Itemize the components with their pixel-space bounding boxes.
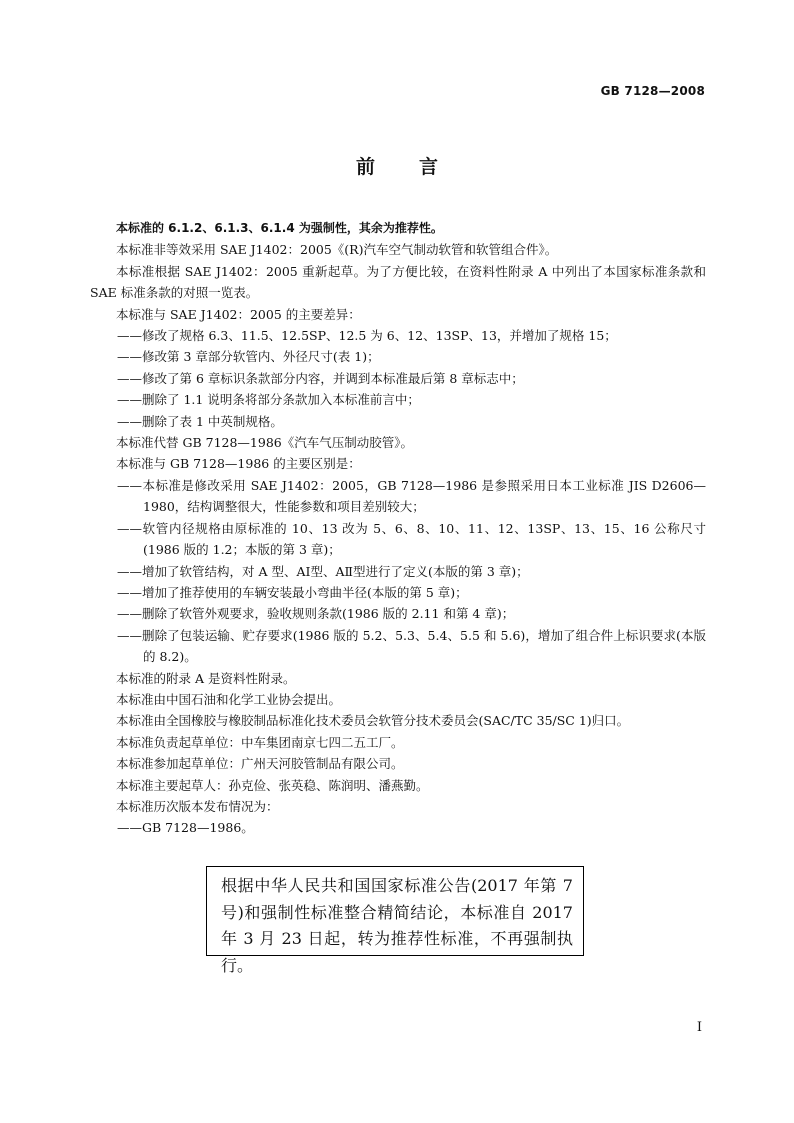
paragraph: 本标准与 GB 7128—1986 的主要区别是： (116, 456, 361, 472)
paragraph: 本标准的 6.1.2、6.1.3、6.1.4 为强制性，其余为推荐性。 (116, 221, 443, 235)
standard-number: GB 7128—2008 (600, 84, 705, 98)
paragraph: 本标准负责起草单位：中车集团南京七四二五工厂。 (116, 734, 404, 750)
list-item: ——删除了表 1 中英制规格。 (117, 413, 283, 429)
page-number: I (696, 1020, 702, 1035)
list-item: ——软管内径规格由原标准的 10、13 改为 5、6、8、10、11、12、13SP、13、15、16 公称尺寸(1986 版的 1.2；本版的第 3 章)； (117, 520, 706, 558)
list-item: ——删除了包装运输、贮存要求(1986 版的 5.2、5.3、5.4、5.5 和 5.6)，增加了组合件上标识要求(本版的 8.2)。 (117, 627, 706, 665)
paragraph: 本标准根据 SAE J1402：2005 重新起草。为了方便比较，在资料性附录 A 中列出了本国家标准条款和 SAE 标准条款的对照一览表。 (90, 263, 706, 301)
foreword-body (90, 218, 706, 839)
list-item: ——删除了 1.1 说明条将部分条款加入本标准前言中； (117, 392, 420, 408)
notice-box: 根据中华人民共和国国家标准公告(2017 年第 7 号)和强制性标准整合精简结论，本标准自 2017 年 3 月 23 日起，转为推荐性标准，不再强制执行。 (206, 866, 584, 956)
paragraph: 本标准主要起草人：孙克俭、张英稳、陈润明、潘燕勤。 (116, 777, 429, 793)
list-item: ——修改第 3 章部分软管内、外径尺寸(表 1)； (117, 349, 380, 365)
paragraph: 本标准参加起草单位：广州天河胶管制品有限公司。 (116, 756, 404, 772)
paragraph: 本标准与 SAE J1402：2005 的主要差异： (116, 306, 361, 322)
list-item: ——本标准是修改采用 SAE J1402：2005，GB 7128—1986 是参照采用日本工业标准 JIS D2606—1980，结构调整很大，性能参数和项目差别较大； (117, 477, 706, 515)
paragraph: 本标准历次版本发布情况为： (116, 798, 279, 814)
list-item: ——GB 7128—1986。 (117, 820, 254, 836)
page-title: 前言 (355, 156, 482, 178)
list-item: ——增加了推荐使用的车辆安装最小弯曲半径(本版的第 5 章)； (117, 584, 468, 600)
list-item: ——修改了规格 6.3、11.5、12.5SP、12.5 为 6、12、13SP、13，并增加了规格 15； (117, 328, 617, 344)
paragraph: 本标准的附录 A 是资料性附录。 (116, 670, 296, 686)
list-item: ——删除了软管外观要求，验收规则条款(1986 版的 2.11 和第 4 章)； (117, 606, 515, 622)
list-item: ——修改了第 6 章标识条款部分内容，并调到本标准最后第 8 章标志中； (117, 370, 524, 386)
paragraph: 本标准由中国石油和化学工业协会提出。 (116, 691, 342, 707)
paragraph: 本标准代替 GB 7128—1986《汽车气压制动胶管》。 (116, 435, 413, 451)
paragraph: 本标准非等效采用 SAE J1402：2005《(R)汽车空气制动软管和软管组合件》。 (116, 242, 558, 258)
list-item: ——增加了软管结构，对 A 型、AⅠ型、AⅡ型进行了定义(本版的第 3 章)； (117, 563, 529, 579)
paragraph: 本标准由全国橡胶与橡胶制品标准化技术委员会软管分技术委员会(SAC/TC 35/SC 1)归口。 (116, 713, 630, 729)
